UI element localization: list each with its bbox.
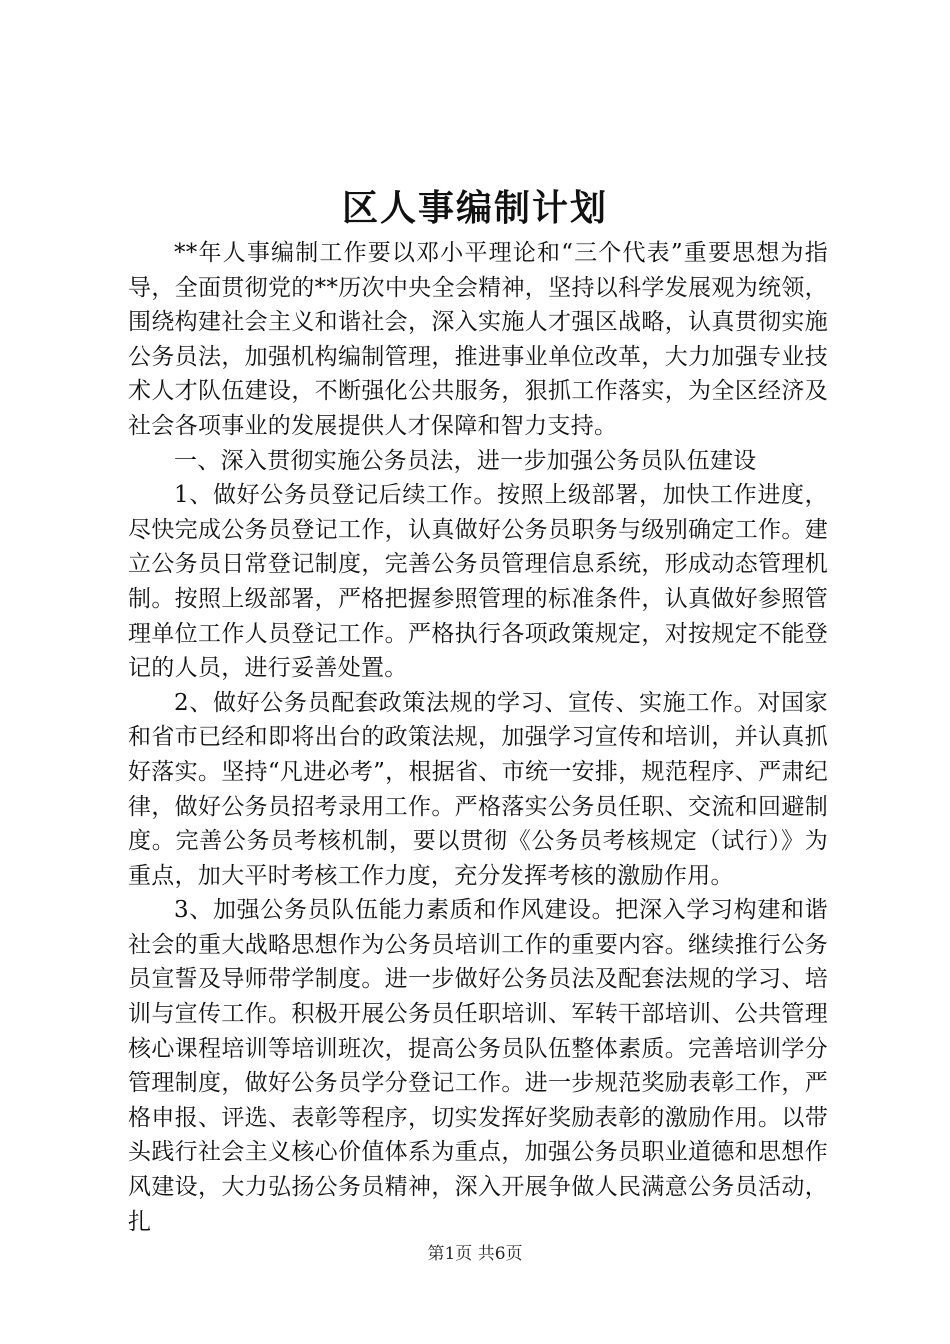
section-heading-1: 一、深入贯彻实施公务员法，进一步加强公务员队伍建设: [174, 447, 757, 474]
document-body: [128, 236, 828, 1239]
document-title: 区人事编制计划: [341, 187, 608, 229]
page-footer: 第1页 共6页: [427, 1244, 523, 1264]
item-paragraph-3: 3、加强公务员队伍能力素质和作风建设。把深入学习构建和谐社会的重大战略思想作为公务员培训工作的重要内容。继续推行公务员宣誓及导师带学制度。进一步做好公务员法及配套法规的学习、培训与宣传工作。积极开展公务员任职培训、军转干部培训、公共管理核心课程培训等培训班次，提高公务员队伍整体素质。完善培训学分管理制度，做好公务员学分登记工作。进一步规范奖励表彰工作，严格申报、评选、表彰等程序，切实发挥好奖励表彰的激励作用。以带头践行社会主义核心价值体系为重点，加强公务员职业道德和思想作风建设，大力弘扬公务员精神，深入开展争做人民满意公务员活动，扎: [128, 897, 828, 1235]
item-paragraph-2: 2、做好公务员配套政策法规的学习、宣传、实施工作。对国家和省市已经和即将出台的政策法规，加强学习宣传和培训，并认真抓好落实。坚持“凡进必考”，根据省、市统一安排，规范程序、严肃纪律，做好公务员招考录用工作。严格落实公务员任职、交流和回避制度。完善公务员考核机制，要以贯彻《公务员考核规定（试行）》为重点，加大平时考核工作力度，充分发挥考核的激励作用。: [128, 689, 828, 889]
item-paragraph-1: 1、做好公务员登记后续工作。按照上级部署，加快工作进度，尽快完成公务员登记工作，认真做好公务员职务与级别确定工作。建立公务员日常登记制度，完善公务员管理信息系统，形成动态管理机制。按照上级部署，严格把握参照管理的标准条件，认真做好参照管理单位工作人员登记工作。严格执行各项政策规定，对按规定不能登记的人员，进行妥善处置。: [128, 482, 828, 682]
intro-paragraph: **年人事编制工作要以邓小平理论和“三个代表”重要思想为指导，全面贯彻党的**历次中央全会精神，坚持以科学发展观为统领，围绕构建社会主义和谐社会，深入实施人才强区战略，认真贯彻实施公务员法，加强机构编制管理，推进事业单位改革，大力加强专业技术人才队伍建设，不断强化公共服务，狠抓工作落实，为全区经济及社会各项事业的发展提供人才保障和智力支持。: [128, 240, 828, 439]
